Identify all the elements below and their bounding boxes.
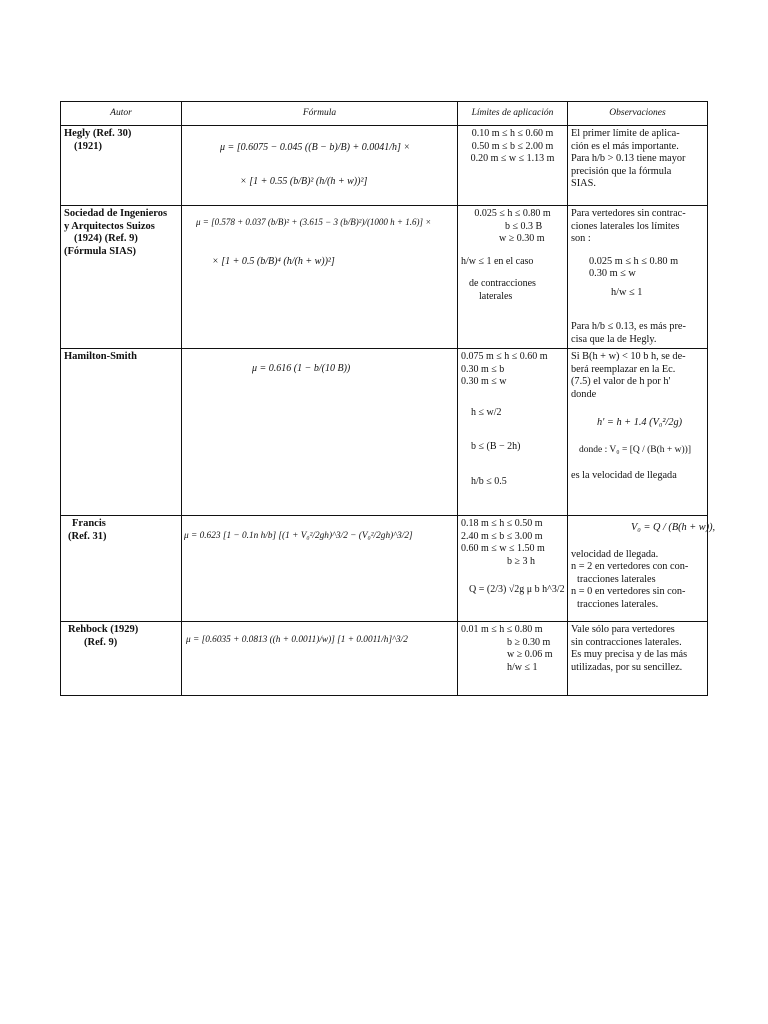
header-observaciones: Observaciones <box>568 102 708 126</box>
table-row-sias <box>61 206 708 349</box>
weir-formula-table-page <box>60 101 716 696</box>
formula-cell: μ = 0.623 [1 − 0.1n h/b] [(1 + V₀²/2gh)^3/2 − (V₀²/2gh)^3/2] <box>182 516 458 622</box>
observaciones-cell: V₀ = Q / (B(h + w)), velocidad de llegada. n = 2 en vertedores con con- tracciones laterales n = 0 en vertedores sin con- tracciones laterales. <box>568 516 708 622</box>
header-formula: Fórmula <box>182 102 458 126</box>
formula-cell: μ = [0.6075 − 0.045 ((B − b)/B) + 0.0041/h] × × [1 + 0.55 (b/B)² (h/(h + w))²] <box>182 126 458 206</box>
observaciones-cell: Vale sólo para vertedores sin contracciones laterales. Es muy precisa y de las más utilizadas, por su sencillez. <box>568 622 708 696</box>
limites-cell: 0.10 m ≤ h ≤ 0.60 m 0.50 m ≤ b ≤ 2.00 m 0.20 m ≤ w ≤ 1.13 m <box>458 126 568 206</box>
table-row-hamilton-smith <box>61 349 708 516</box>
autor-cell: Rehbock (1929) (Ref. 9) <box>61 622 182 696</box>
autor-cell: Francis (Ref. 31) <box>61 516 182 622</box>
autor-cell: Sociedad de Ingenieros y Arquitectos Suizos (1924) (Ref. 9) (Fórmula SIAS) <box>61 206 182 349</box>
formula-cell: μ = 0.616 (1 − b/(10 B)) <box>182 349 458 516</box>
formula-cell: μ = [0.6035 + 0.0813 ((h + 0.0011)/w)] [1 + 0.0011/h]^3/2 <box>182 622 458 696</box>
autor-cell: Hegly (Ref. 30) (1921) <box>61 126 182 206</box>
observaciones-cell: El primer límite de aplica- ción es el más importante. Para h/b > 0.13 tiene mayor precisión que la fórmula SIAS. <box>568 126 708 206</box>
weir-formula-table <box>60 101 716 696</box>
limites-cell: 0.025 ≤ h ≤ 0.80 m b ≤ 0.3 B w ≥ 0.30 m h/w ≤ 1 en el caso de contracciones laterales <box>458 206 568 349</box>
observaciones-cell: Si B(h + w) < 10 b h, se de- berá reemplazar en la Ec. (7.5) el valor de h por h' donde h' = h + 1.4 (V₀²/2g) donde : V₀ = [Q / (B(h + w))] es la velocidad de llegada <box>568 349 708 516</box>
autor-cell: Hamilton-Smith <box>61 349 182 516</box>
table-header-row <box>61 102 708 126</box>
observaciones-cell: Para vertedores sin contrac- ciones laterales los límites son : 0.025 m ≤ h ≤ 0.80 m 0.30 m ≤ w h/w ≤ 1 Para h/b ≤ 0.13, es más pre- cisa que la de Hegly. <box>568 206 708 349</box>
table-row-francis <box>61 516 708 622</box>
limites-cell: 0.075 m ≤ h ≤ 0.60 m 0.30 m ≤ b 0.30 m ≤ w h ≤ w/2 b ≤ (B − 2h) h/b ≤ 0.5 <box>458 349 568 516</box>
table-row-hegly <box>61 126 708 206</box>
header-autor: Autor <box>61 102 182 126</box>
limites-cell: 0.18 m ≤ h ≤ 0.50 m 2.40 m ≤ b ≤ 3.00 m 0.60 m ≤ w ≤ 1.50 m b ≥ 3 h Q = (2/3) √2g μ b h^3/2 <box>458 516 568 622</box>
limites-cell: 0.01 m ≤ h ≤ 0.80 m b ≥ 0.30 m w ≥ 0.06 m h/w ≤ 1 <box>458 622 568 696</box>
header-limites: Límites de aplicación <box>458 102 568 126</box>
table-row-rehbock <box>61 622 708 696</box>
formula-cell: μ = [0.578 + 0.037 (b/B)² + (3.615 − 3 (b/B)²)/(1000 h + 1.6)] × × [1 + 0.5 (b/B)⁴ (h/(h + w))²] <box>182 206 458 349</box>
